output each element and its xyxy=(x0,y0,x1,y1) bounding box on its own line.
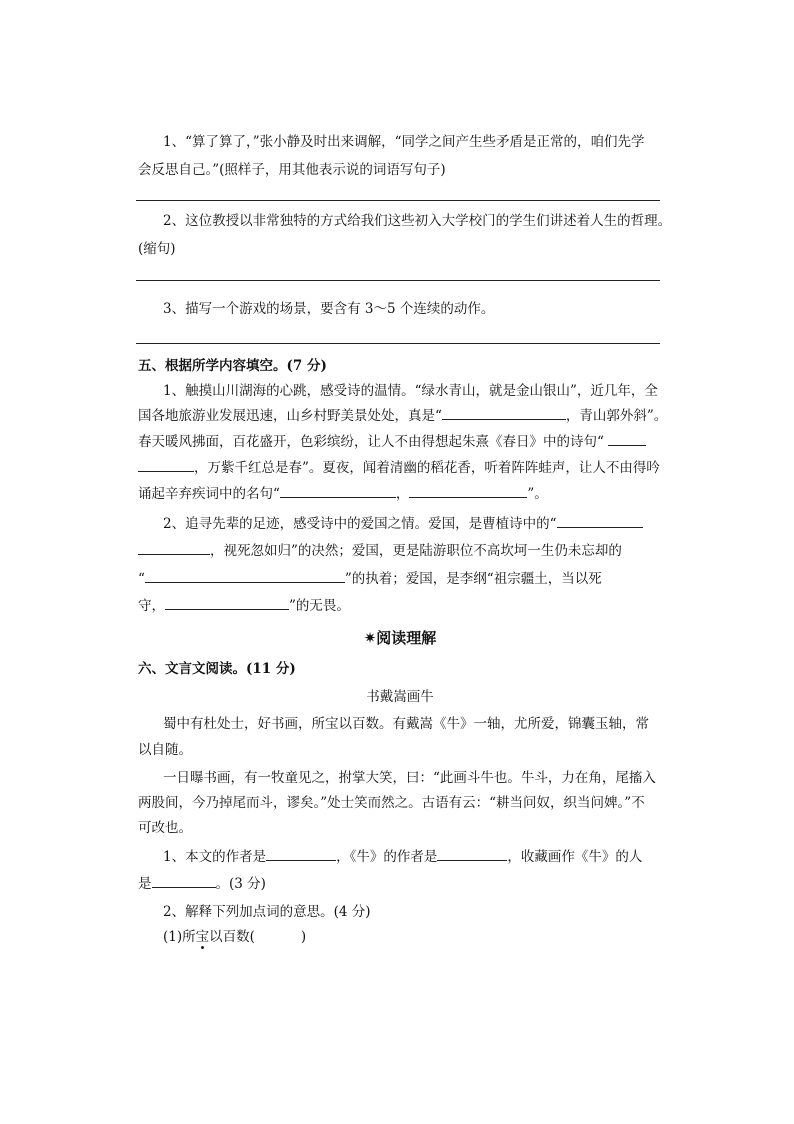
dotted-word: 宝 xyxy=(195,929,210,945)
p4-q3: 3、描写一个游戏的场景，要含有 3～5 个连续的动作。 xyxy=(163,301,495,317)
p4-q2-line2: (缩句) xyxy=(138,241,176,257)
text: 以百数( xyxy=(209,929,255,945)
passage-para2-line2: 两股间，今乃掉尾而斗，谬矣。”处士笑而然之。古语有云：“耕当问奴，织当问婢。”不 xyxy=(138,795,645,811)
p6-q2: 2、解释下列加点词的意思。(4 分) xyxy=(163,904,371,920)
p5-title: 五、根据所学内容填空。(7 分) xyxy=(138,358,327,374)
p6-title: 六、文言文阅读。(11 分) xyxy=(138,661,296,677)
p5-q2-line4 xyxy=(138,596,662,618)
text: ， xyxy=(395,486,410,502)
answer-line[interactable] xyxy=(136,200,660,201)
fill-blank[interactable] xyxy=(145,569,345,583)
fill-blank[interactable] xyxy=(437,847,507,861)
p5-q2-line2 xyxy=(138,541,662,563)
fill-blank[interactable] xyxy=(138,458,194,472)
text: 诵起辛弃疾词中的名句“ xyxy=(138,486,280,502)
fill-blank[interactable] xyxy=(266,847,336,861)
p5-q2-line3 xyxy=(138,569,662,591)
fill-blank[interactable] xyxy=(165,596,289,610)
p5-q1-line1: 1、触摸山川湖海的心跳，感受诗的温情。“绿水青山，就是金山银山”，近几年，全 xyxy=(163,383,658,399)
p6-q1-line1 xyxy=(163,847,662,869)
p5-q1-line5 xyxy=(138,484,662,506)
text: 1、本文的作者是 xyxy=(163,849,267,865)
text: ) xyxy=(300,929,307,945)
text: ，《牛》的作者是 xyxy=(336,849,438,865)
p5-q1-line3 xyxy=(138,432,662,454)
text: 是 xyxy=(138,876,152,892)
text: “ xyxy=(138,571,145,587)
section-header-reading: ✷阅读理解 xyxy=(363,629,437,647)
p4-q1-line2: 会反思自己。”(照样子，用其他表示说的词语写句子) xyxy=(138,162,446,178)
text: ，青山郭外斜”。 xyxy=(565,408,668,424)
p6-q2-item1 xyxy=(163,927,662,949)
p4-q1-line1: 1、“算了算了，”张小静及时出来调解，“同学之间产生些矛盾是正常的，咱们先学 xyxy=(163,134,645,150)
p5-q1-line4 xyxy=(138,458,662,480)
passage-title: 书戴嵩画牛 xyxy=(366,689,434,705)
fill-blank[interactable] xyxy=(280,484,396,498)
fill-blank[interactable] xyxy=(442,406,566,420)
passage-para1-line1: 蜀中有杜处士，好书画，所宝以百数。有戴嵩《牛》一轴，尤所爱，锦囊玉轴，常 xyxy=(163,716,649,732)
answer-line[interactable] xyxy=(136,343,660,344)
text: 春天暖风拂面，百花盛开，色彩缤纷，让人不由得想起朱熹《春日》中的诗句“ xyxy=(138,434,604,450)
text: ，视死忽如归”的决然；爱国，更是陆游职位不高坎坷一生仍未忘却的 xyxy=(210,543,622,559)
text: 2、追寻先辈的足迹，感受诗中的爱国之情。爱国，是曹植诗中的“ xyxy=(163,516,557,532)
passage-para2-line3: 可改也。 xyxy=(138,820,192,836)
passage-para1-line2: 以自随。 xyxy=(138,742,192,758)
fill-blank[interactable] xyxy=(557,514,643,528)
text: ”。 xyxy=(527,486,548,502)
p5-q1-line2 xyxy=(138,406,668,428)
p5-q2-line1 xyxy=(163,514,662,536)
answer-line[interactable] xyxy=(136,280,660,281)
text: 。(3 分) xyxy=(215,876,266,892)
text: (1)所 xyxy=(163,929,196,945)
p6-q1-line2 xyxy=(138,874,662,896)
text: ”的执着；爱国，是李纲“祖宗疆土，当以死 xyxy=(344,571,602,587)
text: 守， xyxy=(138,598,165,614)
text: ，万紫千红总是春”。夏夜，闻着清幽的稻花香，听着阵阵蛙声，让人不由得吟 xyxy=(194,460,660,476)
text: ，收藏画作《牛》的人 xyxy=(507,849,643,865)
text: 国各地旅游业发展迅速，山乡村野美景处处，真是“ xyxy=(138,408,442,424)
fill-blank[interactable] xyxy=(608,432,646,446)
fill-blank[interactable] xyxy=(409,484,527,498)
p4-q2-line1: 2、这位教授以非常独特的方式给我们这些初入大学校门的学生们讲述着人生的哲理。 xyxy=(163,213,672,229)
text: ”的无畏。 xyxy=(289,598,350,614)
fill-blank[interactable] xyxy=(152,874,216,888)
fill-blank[interactable] xyxy=(138,541,210,555)
passage-para2-line1: 一日曝书画，有一牧童见之，拊掌大笑，曰：“此画斗牛也。牛斗，力在角，尾搐入 xyxy=(163,770,656,786)
